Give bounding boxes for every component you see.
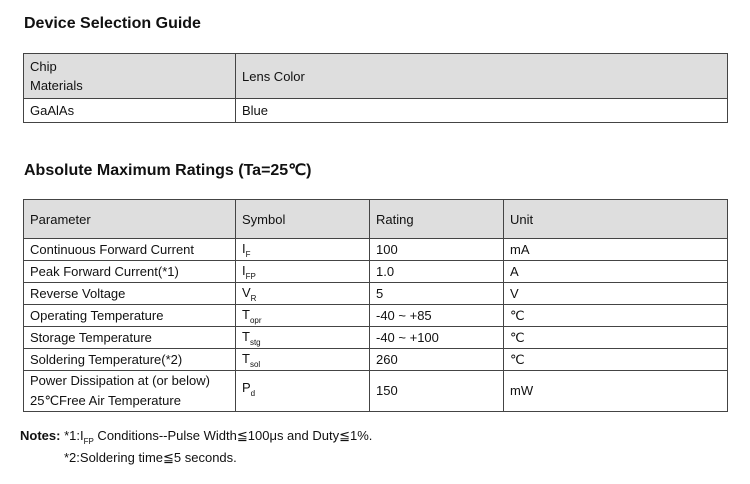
cell-unit: ℃ bbox=[504, 349, 728, 371]
table-row bbox=[24, 239, 728, 261]
note-1 bbox=[20, 428, 372, 450]
cell-rating: -40 ~ +85 bbox=[370, 305, 504, 327]
symbol-subscript: FP bbox=[245, 271, 256, 281]
cell-symbol bbox=[236, 327, 370, 349]
cell-symbol bbox=[236, 305, 370, 327]
cell-unit: A bbox=[504, 261, 728, 283]
notes-section bbox=[20, 428, 372, 466]
header-symbol: Symbol bbox=[236, 200, 370, 239]
cell-rating: -40 ~ +100 bbox=[370, 327, 504, 349]
symbol-subscript: opr bbox=[249, 315, 262, 325]
cell-lens-color: Blue bbox=[236, 99, 728, 123]
table-header-row bbox=[24, 54, 728, 99]
note-1-subscript: FP bbox=[83, 437, 94, 446]
cell-rating: 260 bbox=[370, 349, 504, 371]
cell-unit: mW bbox=[504, 371, 728, 412]
cell-unit: ℃ bbox=[504, 327, 728, 349]
symbol-subscript: F bbox=[245, 249, 251, 259]
header-chip-line1: Chip bbox=[30, 59, 57, 74]
symbol-subscript: stg bbox=[249, 337, 261, 347]
symbol-subscript: sol bbox=[249, 359, 261, 369]
notes-label: Notes: bbox=[20, 428, 61, 443]
symbol-subscript: d bbox=[250, 389, 256, 398]
symbol-main: V bbox=[242, 284, 251, 300]
device-selection-table bbox=[23, 53, 728, 123]
ratings-title: Absolute Maximum Ratings (Ta=25℃) bbox=[24, 162, 312, 179]
symbol-main: I bbox=[242, 262, 246, 278]
table-row bbox=[24, 327, 728, 349]
note-1-prefix: *1:I bbox=[60, 428, 84, 443]
cell-parameter: Reverse Voltage bbox=[24, 283, 236, 305]
table-row bbox=[24, 305, 728, 327]
cell-rating: 5 bbox=[370, 283, 504, 305]
table-row bbox=[24, 261, 728, 283]
cell-parameter bbox=[24, 371, 236, 412]
header-lens-color: Lens Color bbox=[236, 54, 728, 99]
cell-symbol bbox=[236, 283, 370, 305]
table-row bbox=[24, 371, 728, 412]
header-chip-materials bbox=[24, 54, 236, 99]
cell-symbol bbox=[236, 371, 370, 412]
cell-symbol bbox=[236, 349, 370, 371]
header-rating: Rating bbox=[370, 200, 504, 239]
table-header-row bbox=[24, 200, 728, 239]
cell-parameter: Operating Temperature bbox=[24, 305, 236, 327]
header-unit: Unit bbox=[504, 200, 728, 239]
ratings-table bbox=[23, 199, 728, 412]
symbol-main: P bbox=[242, 380, 251, 395]
table-row bbox=[24, 283, 728, 305]
cell-symbol bbox=[236, 239, 370, 261]
cell-chip-material: GaAlAs bbox=[24, 99, 236, 123]
table-row bbox=[24, 99, 728, 123]
header-parameter: Parameter bbox=[24, 200, 236, 239]
cell-parameter: Peak Forward Current(*1) bbox=[24, 261, 236, 283]
device-selection-title: Device Selection Guide bbox=[24, 15, 201, 32]
cell-parameter: Soldering Temperature(*2) bbox=[24, 349, 236, 371]
parameter-line1: Power Dissipation at (or below) bbox=[30, 373, 210, 388]
symbol-main: T bbox=[242, 350, 250, 366]
cell-parameter: Continuous Forward Current bbox=[24, 239, 236, 261]
cell-symbol bbox=[236, 261, 370, 283]
cell-rating: 1.0 bbox=[370, 261, 504, 283]
symbol-subscript: R bbox=[250, 293, 257, 303]
symbol-main: T bbox=[242, 306, 250, 322]
header-chip-line2: Materials bbox=[30, 78, 83, 93]
cell-rating: 150 bbox=[370, 371, 504, 412]
cell-parameter: Storage Temperature bbox=[24, 327, 236, 349]
cell-unit: mA bbox=[504, 239, 728, 261]
parameter-line2: 25℃Free Air Temperature bbox=[30, 393, 181, 408]
symbol-main: T bbox=[242, 328, 250, 344]
table-row bbox=[24, 349, 728, 371]
cell-unit: V bbox=[504, 283, 728, 305]
cell-unit: ℃ bbox=[504, 305, 728, 327]
symbol-main: I bbox=[242, 240, 246, 256]
cell-rating: 100 bbox=[370, 239, 504, 261]
note-2: *2:Soldering time≦5 seconds. bbox=[64, 450, 237, 465]
note-1-rest: Conditions--Pulse Width≦100μs and Duty≦1%. bbox=[93, 428, 373, 443]
